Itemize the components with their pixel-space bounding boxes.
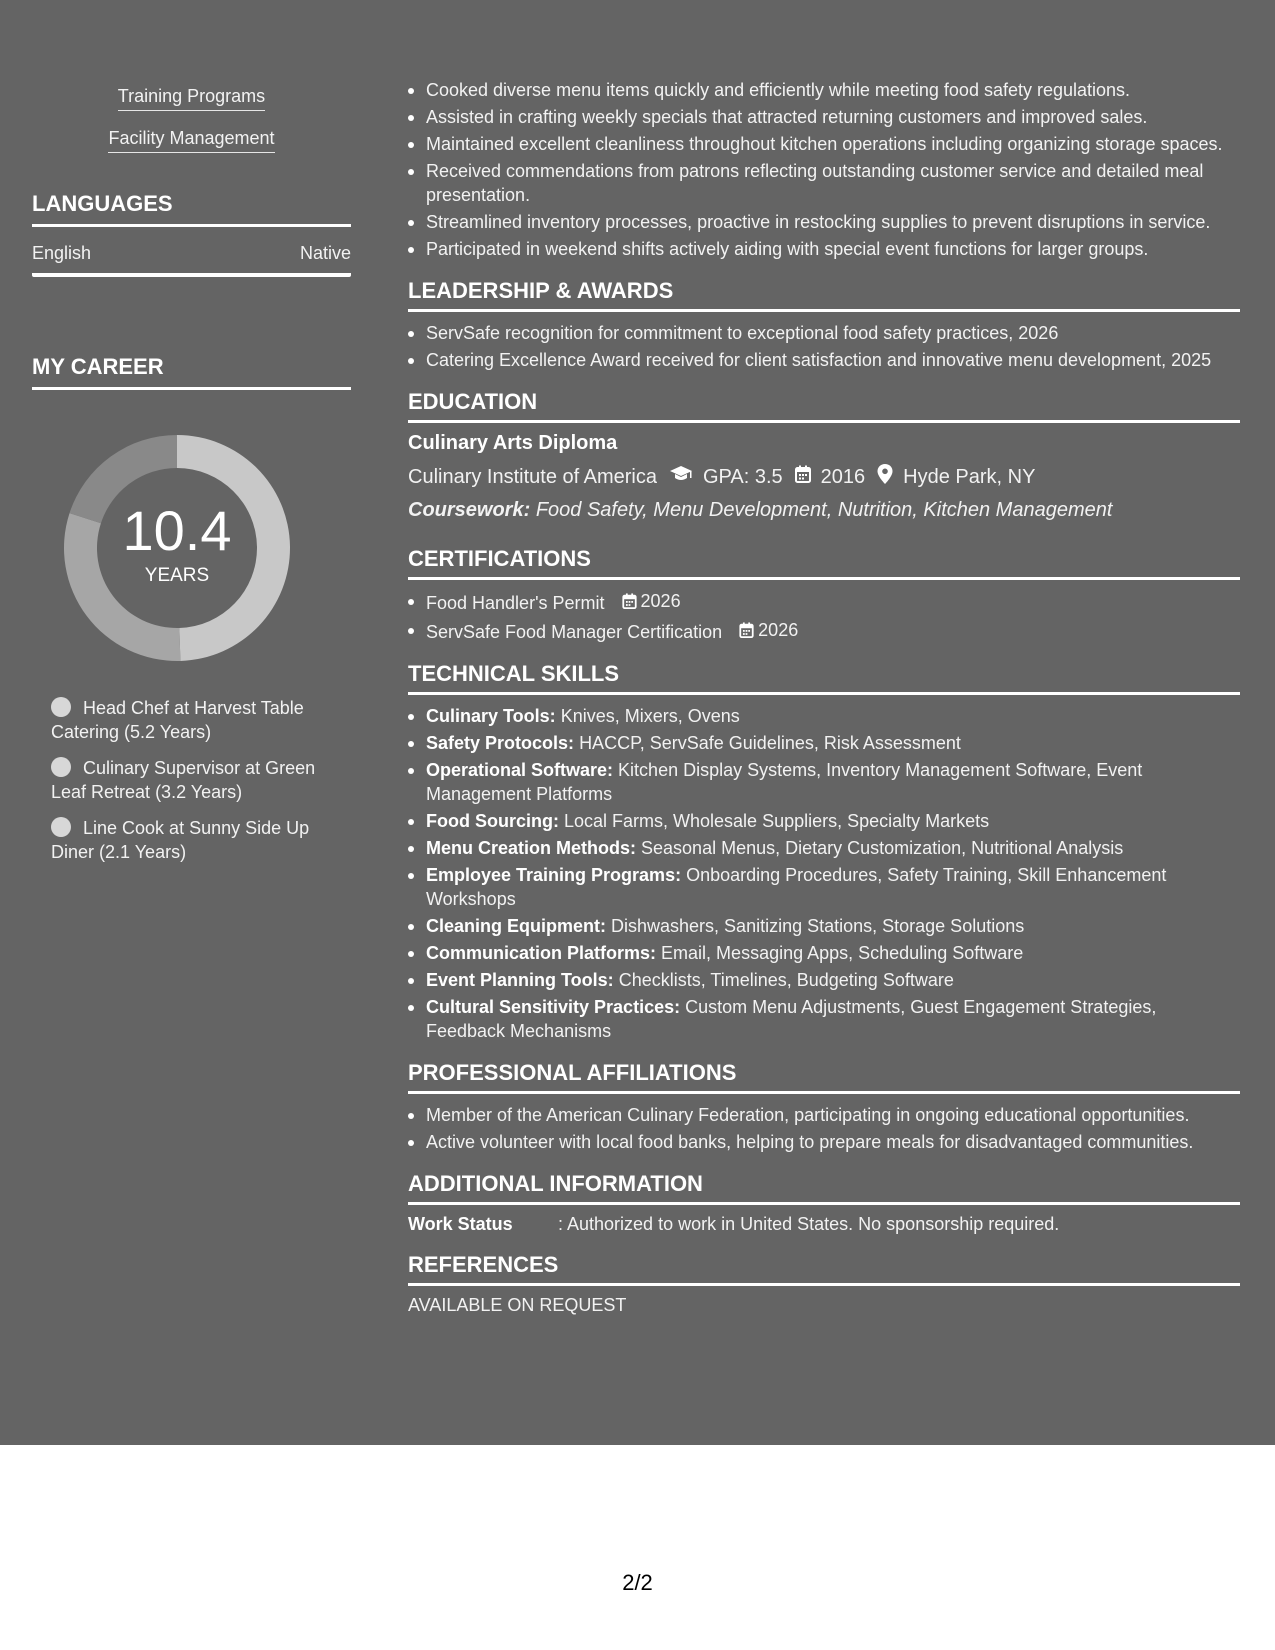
technical-skill-item: Employee Training Programs: Onboarding Procedures, Safety Training, Skill Enhancement Workshops	[408, 863, 1240, 911]
language-name: English	[32, 243, 92, 263]
language-level: Native	[299, 243, 351, 263]
work-status-row	[408, 1214, 1240, 1235]
certifications-section	[408, 546, 1240, 644]
certification-item: Food Handler's Permit 2026	[408, 589, 1240, 615]
affiliations-section	[408, 1060, 1240, 1154]
education-section	[408, 389, 1240, 522]
career-total-value: 10.4	[122, 499, 232, 562]
coursework-value: Food Safety, Menu Development, Nutrition, Kitchen Management	[535, 499, 1113, 521]
career-item: Line Cook at Sunny Side Up Diner (2.1 Years)	[51, 818, 310, 862]
affiliation-item: Member of the American Culinary Federation, participating in ongoing educational opportunities.	[408, 1103, 1240, 1127]
experience-bullets	[408, 78, 1240, 261]
career-list	[32, 696, 332, 864]
affiliations-heading: PROFESSIONAL AFFILIATIONS	[408, 1060, 1240, 1094]
sidebar	[32, 86, 351, 876]
technical-skills-section	[408, 661, 1240, 1043]
experience-bullet: Participated in weekend shifts actively aiding with special event functions for larger groups.	[408, 237, 1240, 261]
career-dot-icon	[51, 817, 71, 837]
education-coursework	[408, 499, 1240, 522]
language-row	[32, 243, 351, 277]
references-heading: REFERENCES	[408, 1252, 1240, 1286]
skill-link-training[interactable]: Training Programs	[32, 86, 351, 111]
technical-skill-item: Menu Creation Methods: Seasonal Menus, Dietary Customization, Nutritional Analysis	[408, 836, 1240, 860]
languages-heading: LANGUAGES	[32, 191, 351, 227]
experience-bullet: Cooked diverse menu items quickly and efficiently while meeting food safety regulations.	[408, 78, 1240, 102]
education-year: 2016	[820, 465, 866, 488]
leadership-heading: LEADERSHIP & AWARDS	[408, 278, 1240, 312]
main-column	[408, 78, 1240, 1316]
calendar-icon	[622, 593, 637, 609]
education-heading: EDUCATION	[408, 389, 1240, 423]
certification-item: ServSafe Food Manager Certification 2026	[408, 618, 1240, 644]
education-details	[408, 464, 1240, 490]
career-total-unit: YEARS	[144, 565, 210, 586]
certification-year: 2026	[622, 589, 681, 613]
map-pin-icon	[877, 464, 893, 490]
education-degree: Culinary Arts Diploma	[408, 432, 618, 454]
skill-link-facility[interactable]: Facility Management	[32, 128, 351, 153]
affiliation-item: Active volunteer with local food banks, helping to prepare meals for disadvantaged communities.	[408, 1130, 1240, 1154]
work-status-value: : Authorized to work in United States. No sponsorship required.	[558, 1214, 1060, 1234]
experience-bullet: Maintained excellent cleanliness throughout kitchen operations including organizing storage spaces.	[408, 132, 1240, 156]
education-location: Hyde Park, NY	[903, 465, 1036, 488]
graduation-cap-icon	[669, 465, 693, 489]
calendar-icon	[739, 622, 754, 638]
experience-bullet: Streamlined inventory processes, proactive in restocking supplies to prevent disruptions in service.	[408, 210, 1240, 234]
page-number: 2/2	[622, 1570, 653, 1595]
certification-year: 2026	[739, 618, 798, 642]
education-school: Culinary Institute of America	[408, 465, 657, 488]
experience-bullet: Assisted in crafting weekly specials that attracted returning customers and improved sales.	[408, 105, 1240, 129]
technical-skills-heading: TECHNICAL SKILLS	[408, 661, 1240, 695]
donut-center	[62, 433, 292, 663]
education-gpa: GPA: 3.5	[703, 465, 783, 488]
technical-skill-item: Operational Software: Kitchen Display Systems, Inventory Management Software, Event Management Platforms	[408, 758, 1240, 806]
leadership-item: Catering Excellence Award received for client satisfaction and innovative menu development, 2025	[408, 348, 1240, 372]
experience-bullet: Received commendations from patrons reflecting outstanding customer service and detailed meal presentation.	[408, 159, 1240, 207]
technical-skill-item: Culinary Tools: Knives, Mixers, Ovens	[408, 704, 1240, 728]
leadership-item: ServSafe recognition for commitment to exceptional food safety practices, 2026	[408, 321, 1240, 345]
additional-info-section	[408, 1171, 1240, 1235]
technical-skill-item: Food Sourcing: Local Farms, Wholesale Suppliers, Specialty Markets	[408, 809, 1240, 833]
additional-info-heading: ADDITIONAL INFORMATION	[408, 1171, 1240, 1205]
career-item: Head Chef at Harvest Table Catering (5.2 Years)	[51, 698, 304, 742]
work-status-label: Work Status	[408, 1214, 513, 1234]
career-donut-chart	[62, 433, 292, 663]
technical-skill-item: Cultural Sensitivity Practices: Custom Menu Adjustments, Guest Engagement Strategies, Feedback Mechanisms	[408, 995, 1240, 1043]
leadership-section	[408, 278, 1240, 372]
technical-skill-item: Event Planning Tools: Checklists, Timelines, Budgeting Software	[408, 968, 1240, 992]
certifications-heading: CERTIFICATIONS	[408, 546, 1240, 580]
technical-skill-item: Cleaning Equipment: Dishwashers, Sanitizing Stations, Storage Solutions	[408, 914, 1240, 938]
career-dot-icon	[51, 757, 71, 777]
career-heading: MY CAREER	[32, 354, 351, 390]
references-section	[408, 1252, 1240, 1316]
technical-skill-item: Communication Platforms: Email, Messaging Apps, Scheduling Software	[408, 941, 1240, 965]
calendar-icon	[795, 465, 811, 489]
career-dot-icon	[51, 697, 71, 717]
career-item: Culinary Supervisor at Green Leaf Retreat (3.2 Years)	[51, 758, 316, 802]
references-text: AVAILABLE ON REQUEST	[408, 1295, 627, 1315]
coursework-label: Coursework:	[408, 499, 531, 521]
technical-skill-item: Safety Protocols: HACCP, ServSafe Guidelines, Risk Assessment	[408, 731, 1240, 755]
